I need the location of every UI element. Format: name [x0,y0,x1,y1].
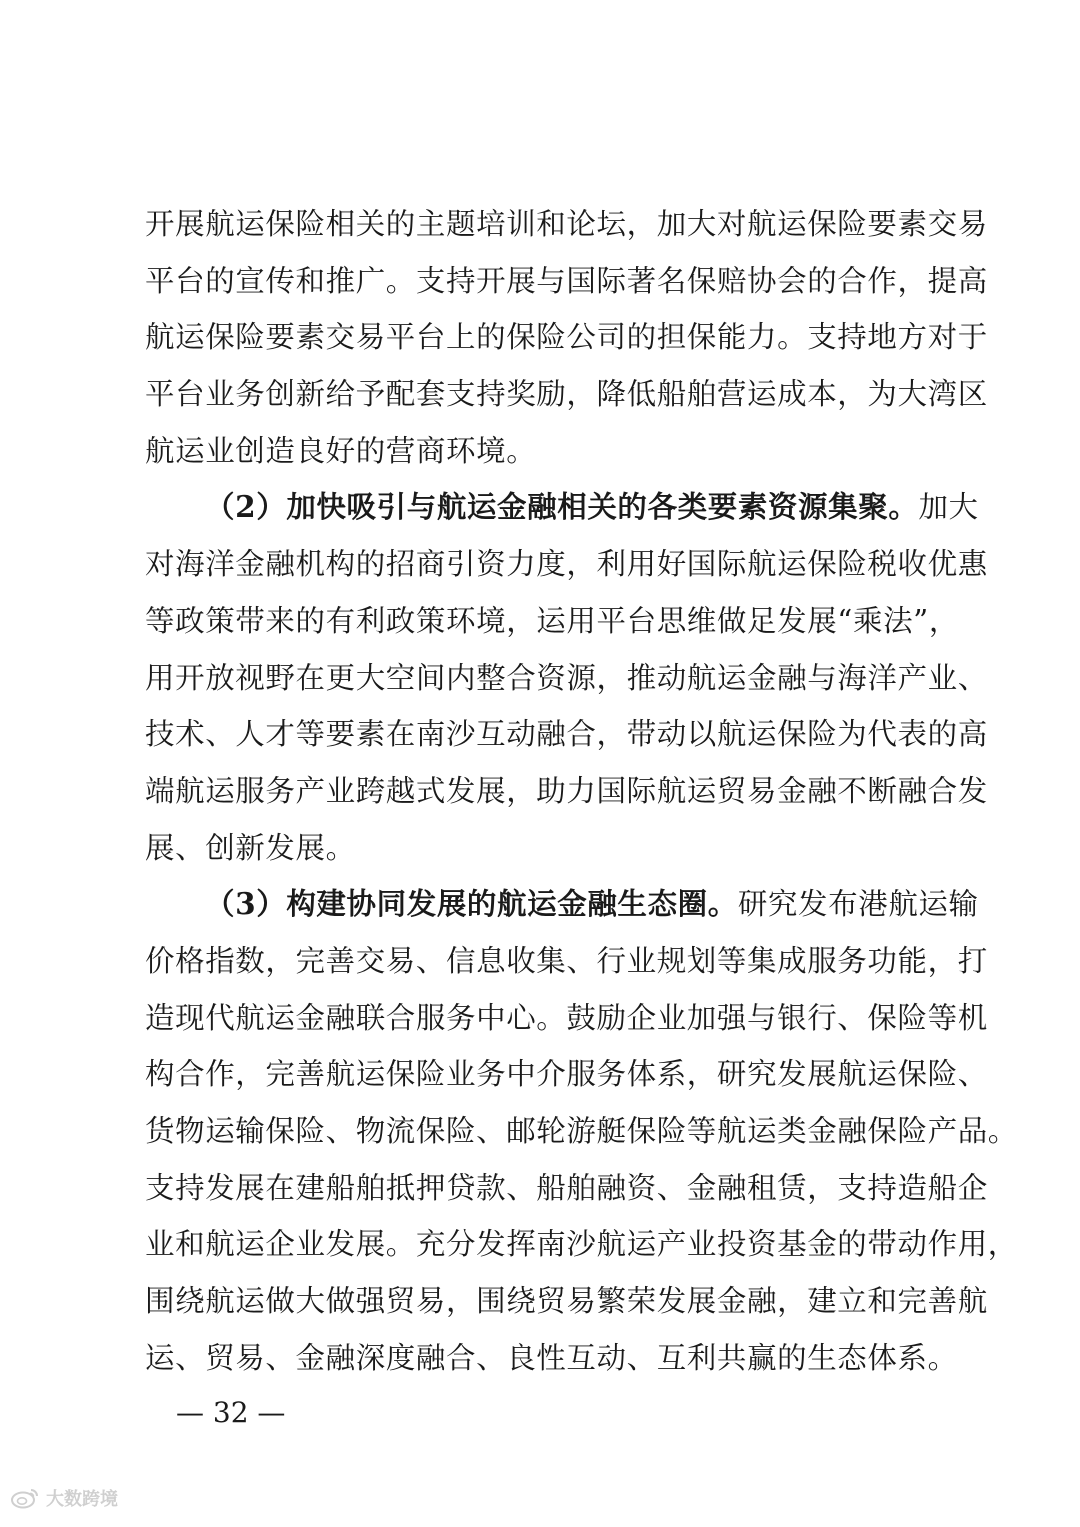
text-run: 研究发布港航运输 [737,887,979,922]
text-line: 货物运输保险、物流保险、邮轮游艇保险等航运类金融保险产品。 [145,1114,1018,1148]
watermark-text: 大数跨境 [46,1489,118,1510]
text-line: 围绕航运做大做强贸易，围绕贸易繁荣发展金融，建立和完善航 [145,1284,988,1319]
text-line: 平台业务创新给予配套支持奖励，降低船舶营运成本，为大湾区 [145,377,988,412]
watermark [10,1484,118,1512]
text-line: 端航运服务产业跨越式发展，助力国际航运贸易金融不断融合发 [145,773,988,808]
text-line: 技术、人才等要素在南沙互动融合，带动以航运保险为代表的高 [145,717,988,752]
paragraph-3-first-line [145,876,979,933]
text-line: 等政策带来的有利政策环境，运用平台思维做足发展“乘法”， [145,603,959,638]
text-line: 开展航运保险相关的主题培训和论坛，加大对航运保险要素交易 [145,207,988,241]
text-line: 航运保险要素交易平台上的保险公司的担保能力。支持地方对于 [145,320,988,355]
document-body [145,196,1018,1386]
text-line: 展、创新发展。 [145,830,356,865]
page-number: — 32 — [176,1396,286,1429]
text-line: 用开放视野在更大空间内整合资源，推动航运金融与海洋产业、 [145,660,988,695]
text-line: 运、贸易、金融深度融合、良性互动、互利共赢的生态体系。 [145,1340,958,1375]
text-line: 对海洋金融机构的招商引资力度，利用好国际航运保险税收优惠 [145,547,988,582]
text-line: 造现代航运金融联合服务中心。鼓励企业加强与银行、保险等机 [145,1000,988,1035]
text-line: 业和航运企业发展。充分发挥南沙航运产业投资基金的带动作用， [145,1227,1018,1262]
text-line: 航运业创造良好的营商环境。 [145,433,537,468]
section-heading-3: （3）构建协同发展的航运金融生态圈。 [205,886,738,922]
weibo-logo-icon [10,1487,40,1509]
paragraph-2-first-line [145,479,979,536]
text-line: 支持发展在建船舶抵押贷款、船舶融资、金融租赁，支持造船企 [145,1170,988,1205]
text-line: 平台的宣传和推广。支持开展与国际著名保赔协会的合作，提高 [145,263,988,298]
text-line: 构合作，完善航运保险业务中介服务体系，研究发展航运保险、 [145,1057,988,1092]
text-run: 加大 [918,490,979,525]
text-line: 价格指数，完善交易、信息收集、行业规划等集成服务功能，打 [145,943,988,978]
section-heading-2: （2）加快吸引与航运金融相关的各类要素资源集聚。 [205,489,919,525]
